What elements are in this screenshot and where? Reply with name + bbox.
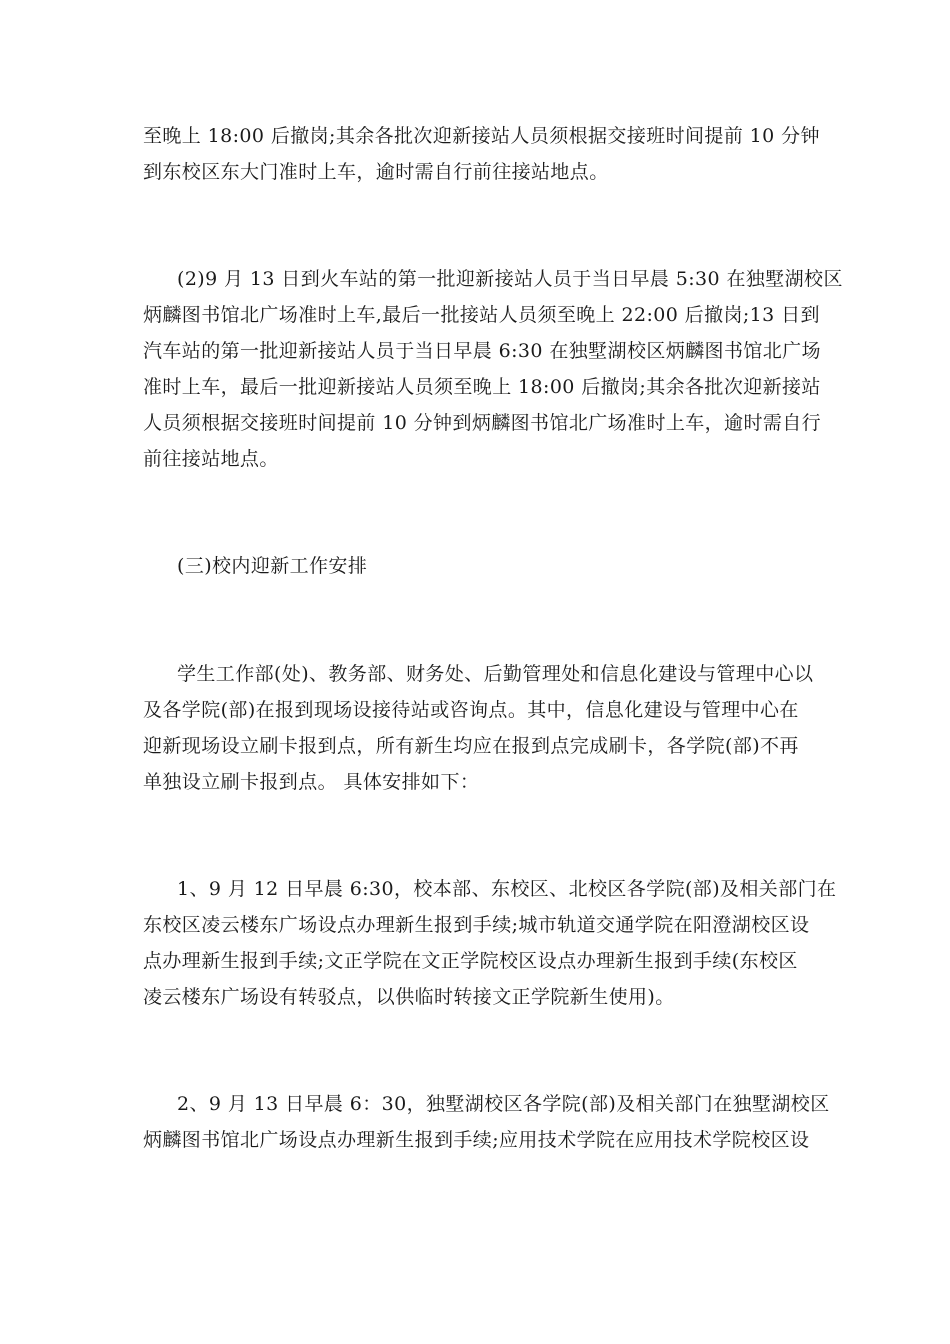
text-line: 至晚上 18:00 后撤岗;其余各批次迎新接站人员须根据交接班时间提前 10 分钟 bbox=[143, 125, 820, 147]
text-line: 炳麟图书馆北广场准时上车,最后一批接站人员须至晚上 22:00 后撤岗;13 日到 bbox=[143, 304, 820, 326]
paragraph-registration-points bbox=[143, 656, 815, 800]
text-line: 点办理新生报到手续;文正学院在文正学院校区设点办理新生报到手续(东校区 bbox=[143, 950, 798, 972]
text-line: 人员须根据交接班时间提前 10 分钟到炳麟图书馆北广场准时上车，逾时需自行 bbox=[143, 412, 822, 434]
section-heading-text: (三)校内迎新工作安排 bbox=[177, 555, 368, 577]
text-line: 准时上车，最后一批迎新接站人员须至晚上 18:00 后撤岗;其余各批次迎新接站 bbox=[143, 376, 821, 398]
text-line: (2)9 月 13 日到火车站的第一批迎新接站人员于当日早晨 5:30 在独墅湖校区 bbox=[177, 268, 843, 290]
text-line: 凌云楼东广场设有转驳点，以供临时转接文正学院新生使用)。 bbox=[143, 986, 675, 1008]
paragraph-item-2-sept-13 bbox=[143, 1086, 830, 1158]
text-line: 到东校区东大门准时上车，逾时需自行前往接站地点。 bbox=[143, 161, 609, 183]
text-line: 2、9 月 13 日早晨 6：30，独墅湖校区各学院(部)及相关部门在独墅湖校区 bbox=[177, 1093, 830, 1115]
text-line: 1、9 月 12 日早晨 6:30，校本部、东校区、北校区各学院(部)及相关部门在 bbox=[177, 878, 837, 900]
text-line: 迎新现场设立刷卡报到点，所有新生均应在报到点完成刷卡，各学院(部)不再 bbox=[143, 735, 799, 757]
text-line: 前往接站地点。 bbox=[143, 448, 279, 470]
paragraph-shuttle-schedule-continued bbox=[143, 118, 820, 190]
text-line: 单独设立刷卡报到点。 具体安排如下： bbox=[143, 771, 480, 793]
text-line: 东校区凌云楼东广场设点办理新生报到手续;城市轨道交通学院在阳澄湖校区设 bbox=[143, 914, 810, 936]
text-line: 学生工作部(处)、教务部、财务处、后勤管理处和信息化建设与管理中心以 bbox=[177, 663, 814, 685]
paragraph-item-2-station-pickup bbox=[143, 261, 843, 477]
text-line: 及各学院(部)在报到现场设接待站或咨询点。其中，信息化建设与管理中心在 bbox=[143, 699, 799, 721]
text-line: 炳麟图书馆北广场设点办理新生报到手续;应用技术学院在应用技术学院校区设 bbox=[143, 1129, 810, 1151]
paragraph-item-1-sept-12 bbox=[143, 871, 837, 1015]
section-heading-campus-arrangements bbox=[143, 548, 815, 584]
text-line: 汽车站的第一批迎新接站人员于当日早晨 6:30 在独墅湖校区炳麟图书馆北广场 bbox=[143, 340, 821, 362]
